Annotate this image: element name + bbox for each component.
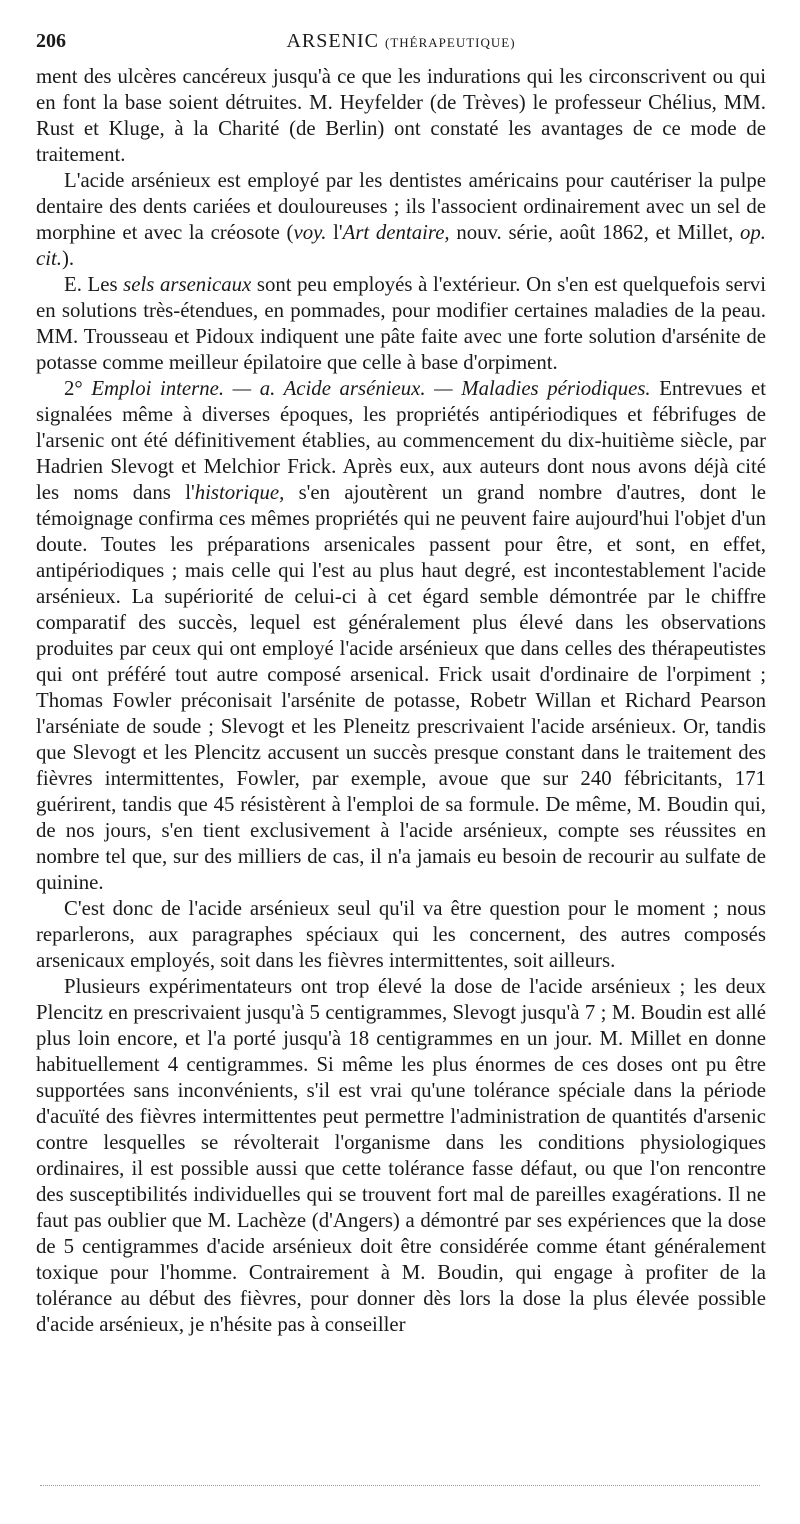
text-run: Plusieurs expérimentateurs ont trop élevé la dose de l'acide arsénieux ; les deux Plencitz en prescrivaient jusqu'à 5 centigrammes, Slevogt jusqu'à 7 ; M. Boudin est allé plus loin encore, et l'a porté jusqu'à 18 centigrammes en un jour. M. Millet en donne habituellement 4 centigrammes. Si même les plus énormes de ces doses ont pu être supportées sans inconvénients, s'il est vrai qu'une tolérance spéciale dans la période d'acuïté des fièvres intermittentes peut permettre l'administration de quantités d'arsenic contre lesquelles se révolterait l'organisme dans les conditions physiologiques ordinaires, il est possible aussi que cette tolérance fasse défaut, ou que l'on rencontre des susceptibilités individuelles qui se trouvent fort mal de pareilles exagérations. Il ne faut pas oublier que M. Lachèze (d'Angers) a démontré par ses expériences que la dose de 5 centigrammes d'acide arsénieux doit être considérée comme étant généralement toxique pour l'homme. Contrairement à M. Boudin, qui engage à profiter de la tolérance au début des fièvres, pour donner dès lors la dose la plus élevée possible d'acide arsénieux, je n'hésite pas à conseiller	[36, 975, 766, 1336]
running-title-main: ARSENIC	[286, 30, 380, 52]
running-title-subtitle: (THÉRAPEUTIQUE)	[385, 35, 516, 50]
text-run: E. Les	[64, 273, 124, 296]
paragraph	[36, 974, 766, 1338]
paragraph	[36, 64, 766, 168]
italic-text: historique,	[194, 481, 285, 504]
paragraph	[36, 896, 766, 974]
text-run: C'est donc de l'acide arsénieux seul qu'il va être question pour le moment ; nous reparlerons, aux paragraphes spéciaux qui les concernent, des autres composés arsenicaux employés, soit dans les fièvres intermittentes, soit ailleurs.	[36, 897, 766, 972]
italic-text: sels arsenicaux	[123, 273, 252, 296]
text-run: L'acide arsénieux est employé par les dentistes américains pour cautériser la pulpe dentaire des dents cariées et douloureuses ; ils l'associent ordinairement avec un sel de morphine et avec la créosote (	[36, 169, 766, 244]
italic-text: voy.	[293, 221, 327, 244]
text-run: nouv. série, août 1862, et Millet,	[449, 221, 740, 244]
paragraph	[36, 376, 766, 896]
body-text	[36, 64, 766, 1338]
paragraph	[36, 168, 766, 272]
text-run: l'	[326, 221, 343, 244]
text-run: Entrevues et signalées même à diverses époques, les propriétés antipériodiques et fébrifuges de l'arsenic ont été définitivement établies, au commencement du dix-huitième siècle, par Hadrien Slevogt et Melchior Frick. Après eux, aux auteurs dont nous avons déjà cité les noms dans l'	[36, 377, 766, 504]
text-run: 2°	[64, 377, 92, 400]
text-run: ment des ulcères cancéreux jusqu'à ce que les indurations qui les circonscrivent ou qui en font la base soient détruites. M. Heyfelder (de Trèves) le professeur Chélius, MM. Rust et Kluge, à la Charité (de Berlin) ont constaté les avantages de ce mode de traitement.	[36, 65, 766, 166]
text-run: s'en ajoutèrent un grand nombre d'autres, dont le témoignage confirma ces mêmes propriétés qui ne peuvent faire aujourd'hui l'objet d'un doute. Toutes les préparations arsenicales passent pour être, et sont, en effet, antipériodiques ; mais celle qui l'est au plus haut degré, est incontestablement l'acide arsénieux. La supériorité de celui-ci à cet égard semble démontrée par le chiffre comparatif des succès, lequel est généralement plus élevé dans les observations produites par ceux qui ont employé l'acide arsénieux que dans celles des thérapeutistes qui ont préféré tout autre composé arsenical. Frick usait d'ordinaire de l'orpiment ; Thomas Fowler préconisait l'arsénite de potasse, Robetr Willan et Richard Pearson l'arséniate de soude ; Slevogt et les Pleneitz prescrivaient l'acide arsénieux. Or, tandis que Slevogt et les Plencitz accusent un succès presque constant dans le traitement des fièvres intermittentes, Fowler, par exemple, avoue que sur 240 fébricitants, 171 guérirent, tandis que 45 résistèrent à l'emploi de sa formule. De même, M. Boudin qui, de nos jours, s'en tient exclusivement à l'acide arsénieux, compte ses réussites en nombre tel que, sur des milliers de cas, il n'a jamais eu besoin de recourir au sulfate de quinine.	[36, 481, 766, 894]
italic-text: Emploi interne. — a. Acide arsénieux. — Maladies périodiques.	[91, 377, 651, 400]
text-run: ).	[62, 247, 75, 270]
italic-text: Art dentaire,	[342, 221, 450, 244]
italic-text: op. cit.	[36, 221, 766, 270]
page-header	[36, 30, 766, 60]
running-title	[36, 30, 766, 53]
page-number: 206	[36, 30, 66, 52]
book-page	[36, 30, 766, 1338]
text-run: sont peu employés à l'extérieur. On s'en est quelquefois servi en solutions très-étendues, en pommades, pour modifier certaines maladies de la peau. MM. Trousseau et Pidoux indiquent une pâte faite avec une forte solution d'arsénite de potasse comme meilleur épilatoire que celle à base d'orpiment.	[36, 273, 766, 374]
paragraph	[36, 272, 766, 376]
footer-dotted-line	[40, 1485, 760, 1488]
